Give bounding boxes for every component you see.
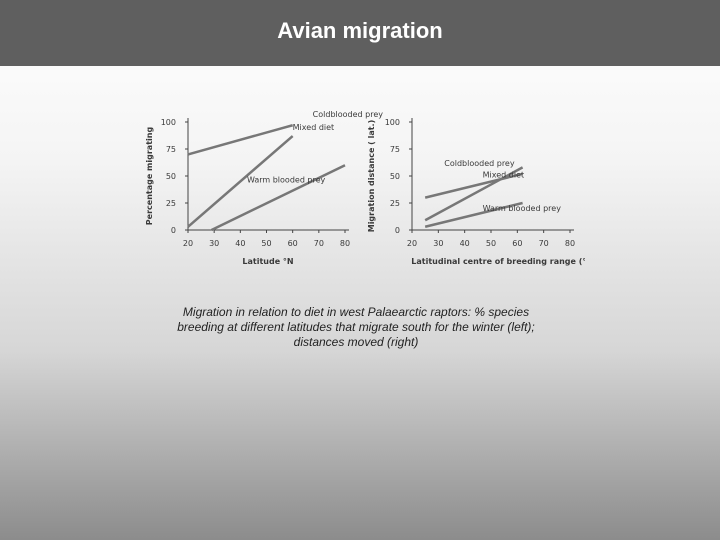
y-tick-label: 75 (165, 145, 176, 154)
series-label-1: Coldblooded prey (312, 110, 384, 120)
x-tick-label: 30 (209, 239, 220, 248)
y-tick-label: 50 (389, 172, 400, 181)
x-tick-label: 80 (339, 239, 351, 248)
x-tick-label: 80 (564, 239, 576, 248)
x-tick-label: 50 (261, 239, 272, 248)
y-tick-label: 25 (165, 199, 176, 208)
x-tick-label: 40 (235, 239, 246, 248)
x-axis-label-1: Latitude °N (242, 257, 294, 266)
y-tick-label: 0 (170, 226, 176, 235)
x-tick-label: 20 (406, 239, 418, 248)
x-tick-label: 30 (433, 239, 444, 248)
figure-caption: Migration in relation to diet in west Palaearctic raptors: % species breeding at different latitudes that migrate south for the winter (left); distances moved (right) (177, 305, 535, 349)
x-tick-label: 20 (182, 239, 194, 248)
y-tick-label: 0 (394, 226, 400, 235)
y-tick-label: 75 (389, 145, 400, 154)
y-tick-label: 25 (389, 199, 400, 208)
x-axis-label-2: Latitudinal centre of breeding range (°N) (411, 257, 585, 266)
x-tick-label: 70 (538, 239, 549, 248)
x-tick-label: 50 (485, 239, 497, 248)
series-label-3: Warm blooded prey (246, 175, 326, 185)
series-label-2: Mixed diet (482, 170, 525, 180)
slide-title: Avian migration (277, 18, 443, 43)
x-tick-label: 70 (313, 239, 324, 248)
y-tick-label: 100 (384, 118, 400, 127)
migration-charts (140, 104, 585, 274)
y-axis-label-2: Migration distance ( lat.) (367, 119, 376, 233)
y-axis-label-1: Percentage migrating (145, 126, 154, 226)
x-tick-label: 40 (459, 239, 470, 248)
y-tick-label: 50 (165, 172, 176, 181)
x-tick-label: 60 (287, 239, 298, 248)
series-label-3: Warm blooded prey (482, 204, 561, 213)
x-tick-label: 60 (512, 239, 523, 248)
series-label-2: Mixed diet (292, 123, 335, 133)
y-tick-label: 100 (160, 118, 176, 127)
title-bar (0, 0, 720, 66)
figure (140, 104, 585, 274)
series-label-1: Coldblooded prey (444, 158, 515, 168)
